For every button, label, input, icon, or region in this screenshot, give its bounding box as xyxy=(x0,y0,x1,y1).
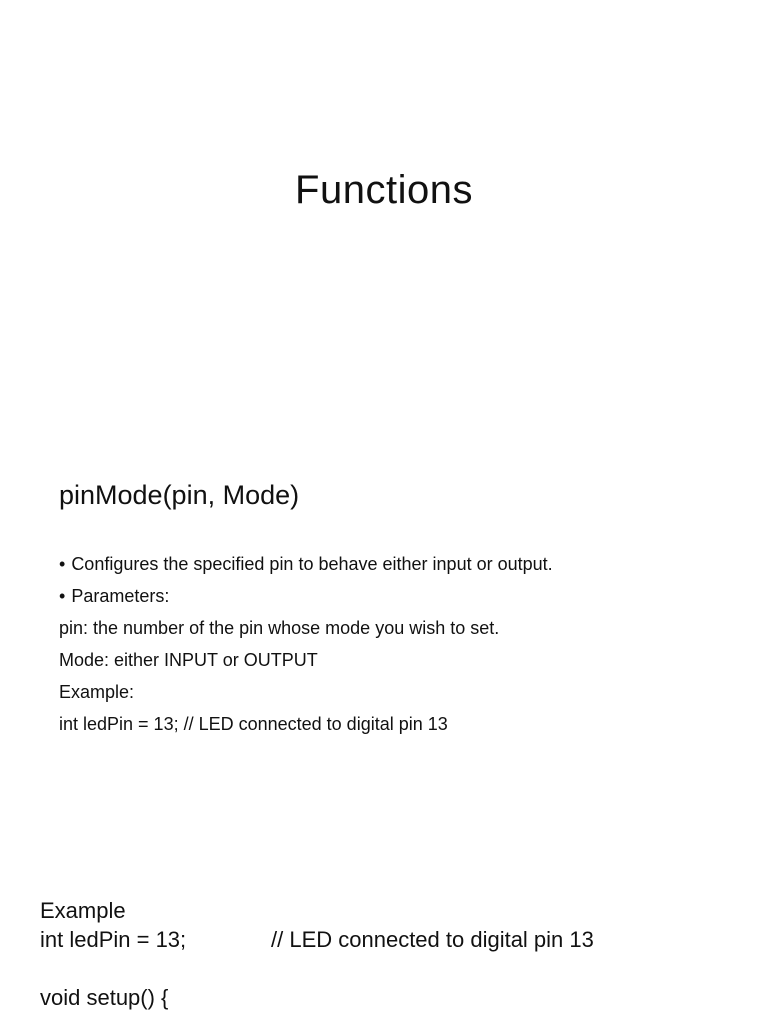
bullet-item xyxy=(59,548,739,580)
example-label: Example: xyxy=(59,682,135,702)
code-line xyxy=(40,925,760,954)
slide-heading: pinMode(pin, Mode) xyxy=(59,480,300,510)
bullet-text: Configures the specified pin to behave either input or output. xyxy=(71,554,553,574)
bullet-item xyxy=(59,580,739,612)
example-code: int ledPin = 13; // LED connected to digital pin 13 xyxy=(59,714,448,734)
slide-title: Functions xyxy=(295,168,473,212)
slide-example xyxy=(0,860,768,1024)
code-line: void setup() { xyxy=(40,985,169,1010)
slide-body xyxy=(59,548,739,740)
slide-body xyxy=(40,896,760,1012)
bullet-icon: • xyxy=(59,554,66,574)
bullet-text: Parameters: xyxy=(71,586,170,606)
slide-functions-title xyxy=(0,0,768,430)
example-heading: Example xyxy=(40,898,126,923)
parameter-pin: pin: the number of the pin whose mode you wish to set. xyxy=(59,618,500,638)
slide-pinmode xyxy=(0,430,768,860)
bullet-icon: • xyxy=(59,586,66,606)
parameter-mode: Mode: either INPUT or OUTPUT xyxy=(59,650,318,670)
code-statement: int ledPin = 13; xyxy=(40,927,187,952)
blank-line xyxy=(40,954,760,983)
code-comment: // LED connected to digital pin 13 xyxy=(271,927,594,952)
